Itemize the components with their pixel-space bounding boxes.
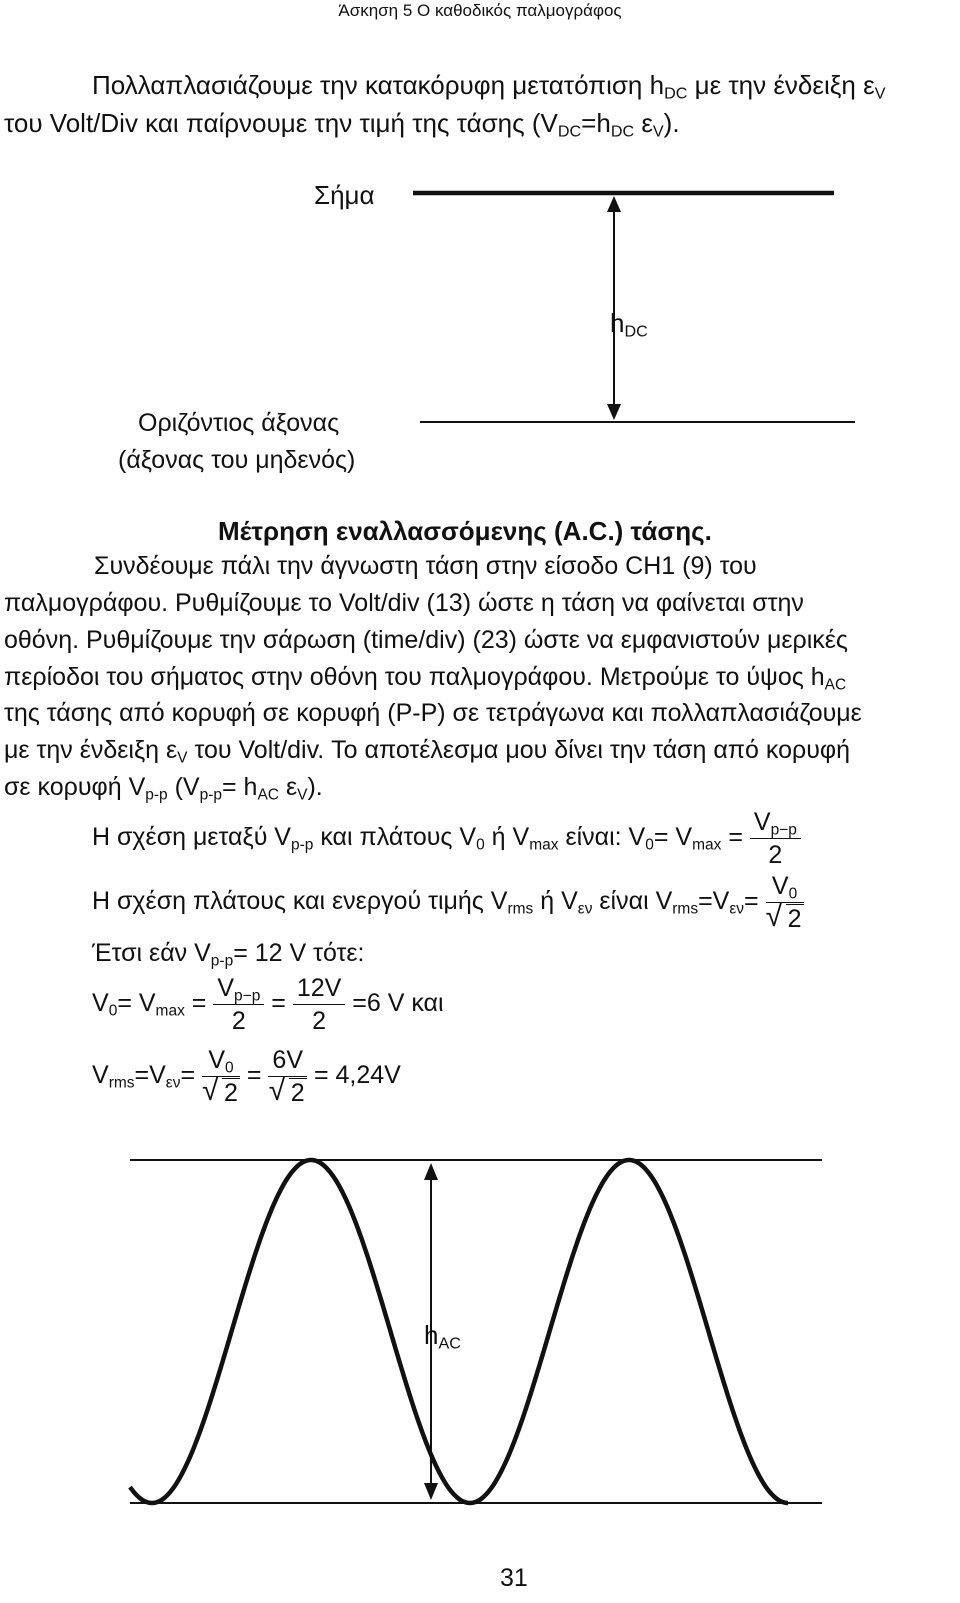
relation-vpp-v0: Η σχέση μεταξύ $V_{p-p}$ και πλάτους $V_0$ ή $V_{max}$ είναι: $V_0= V_{max}$ = $\frac{V_{p-p}}{2}$ — [92, 806, 801, 871]
fraction-example-v0-over-sqrt2: $V_0$ √ 2 — [202, 1044, 240, 1109]
section-line-7: σε κορυφή $V_{p-p}$ ($V_{p-p}= h_{AC}$ $\varepsilon_V$). — [4, 773, 323, 804]
axis-label-1: Οριζόντιος άξονας — [138, 409, 340, 437]
section-heading: Μέτρηση εναλλασσόμενης (A.C.) τάσης. — [218, 516, 712, 546]
section-line-5: της τάσης από κορυφή σε κορυφή (P-P) σε τετράγωνα και πολλαπλασιάζουμε — [4, 699, 862, 727]
fraction-example-12v-over-2: $\frac{12V}{2}$ — [293, 972, 345, 1037]
section-line-3: οθόνη. Ρυθμίζουμε την σάρωση (time/div) (23) ώστε να εμφανιστούν μερικές — [4, 626, 848, 654]
section-line-1: Συνδέουμε πάλι την άγνωστη τάση στην είσοδο CH1 (9) του — [94, 552, 757, 580]
example-vrms-calc: $V_{rms}=V_{\varepsilon\nu}=$ $V_0$ √ 2 = 6V √ 2 = 4,24V — [92, 1044, 401, 1109]
hac-label: $h_{AC}$ — [424, 1320, 461, 1353]
hac-arrow-head-up — [424, 1163, 438, 1180]
hdc-arrow-head-down — [607, 404, 621, 420]
fraction-example-6v-over-sqrt2: 6V √ 2 — [268, 1044, 307, 1109]
fraction-v0-over-sqrt2: $V_0$ √ 2 — [766, 870, 804, 935]
intro-line-2: του Volt/Div και παίρνουμε την τιμή της τάσης ($V_{DC}=h_{DC}$ $\varepsilon_V$). — [4, 108, 680, 141]
section-line-6: με την ένδειξη $\varepsilon_V$ του Volt/div. Το αποτέλεσμα μου δίνει την τάση από κορυφή — [4, 736, 850, 767]
hac-arrow-head-down — [424, 1483, 438, 1500]
relation-v0-vrms: Η σχέση πλάτους και ενεργού τιμής $V_{rms}$ ή $V_{\varepsilon\nu}$ είναι $V_{rms}=V_{\varepsilon\nu}=$ $V_0$ √ 2 — [92, 870, 804, 935]
fraction-example-vpp-over-2: $\frac{V_{p-p}}{2}$ — [213, 972, 264, 1037]
page-number: 31 — [500, 1564, 528, 1592]
hdc-label: $h_{DC}$ — [610, 308, 648, 341]
axis-label-2: (άξονας του μηδενός) — [118, 446, 356, 474]
example-v0-calc: $V_0= V_{max}$ = $\frac{V_{p-p}}{2}$ = $\frac{12V}{2}$ =6 V και — [92, 974, 444, 1035]
example-given: Έτσι εάν $V_{p-p}= 12$ V τότε: — [92, 939, 365, 970]
intro-line-1: Πολλαπλασιάζουμε την κατακόρυφη μετατόπιση $h_{DC}$ με την ένδειξη $\varepsilon_V$ — [92, 70, 886, 103]
hdc-arrow-head-up — [607, 196, 621, 212]
section-line-4: περίοδοι του σήματος στην οθόνη του παλμογράφου. Μετρούμε το ύψος $h_{AC}$ — [4, 663, 847, 694]
page-header: Άσκηση 5 Ο καθοδικός παλμογράφος — [338, 1, 622, 20]
section-line-2: παλμογράφου. Ρυθμίζουμε το Volt/div (13) ώστε η τάση να φαίνεται στην — [4, 589, 804, 617]
fraction-vpp-over-2: $\frac{V_{p-p}}{2}$ — [750, 806, 801, 871]
signal-label: Σήμα — [314, 180, 375, 210]
